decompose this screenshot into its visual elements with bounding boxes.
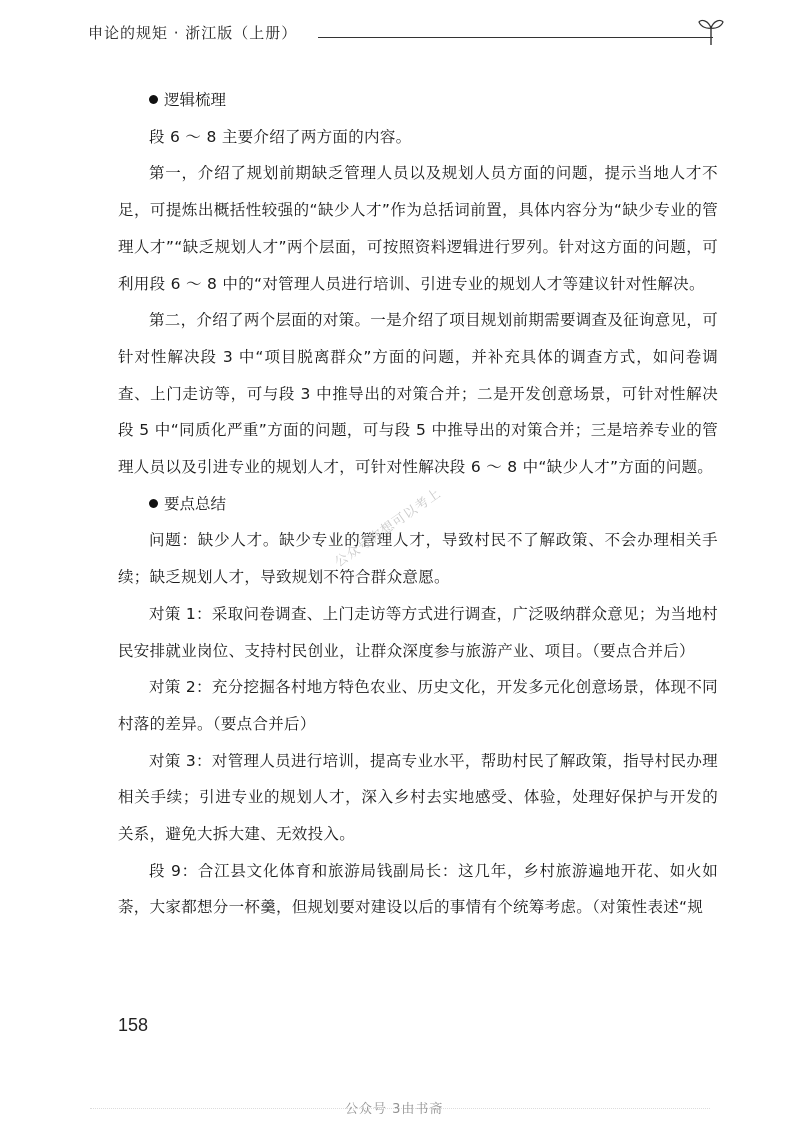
- paragraph: 对策 2：充分挖掘各村地方特色农业、历史文化，开发多元化创意场景，体现不同村落的差异。（要点合并后）: [118, 678, 718, 733]
- paragraph: 对策 3：对管理人员进行培训，提高专业水平，帮助村民了解政策，指导村民办理相关手续；引进专业的规划人才，深入乡村去实地感受、体验，处理好保护与开发的关系，避免大拆大建、无效投入。: [118, 751, 718, 844]
- section-heading-logic: 逻辑梳理: [118, 82, 718, 119]
- bullet-dot-icon: [149, 499, 158, 508]
- running-header: [88, 16, 728, 52]
- paragraph: 段 9：合江县文化体育和旅游局钱副局长：这几年，乡村旅游遍地开花、如火如荼，大家都想分一杯羹，但规划要对建设以后的事情有个统筹考虑。（对策性表述“规: [118, 861, 718, 917]
- paragraph: 问题：缺少人才。缺少专业的管理人才，导致村民不了解政策、不会办理相关手续；缺乏规划人才，导致规划不符合群众意愿。: [118, 531, 718, 587]
- paragraph: 对策 1：采取问卷调查、上门走访等方式进行调查，广泛吸纳群众意见；为当地村民安排就业岗位、支持村民创业，让群众深度参与旅游产业、项目。（要点合并后）: [118, 604, 718, 660]
- section-heading-summary: 要点总结: [118, 486, 718, 523]
- sprout-icon: [698, 16, 724, 46]
- footer-stamp: 公众号 3由书斋: [345, 1102, 444, 1117]
- header-rule: [318, 37, 713, 38]
- paragraph: 段 6 ～ 8 主要介绍了两方面的内容。: [149, 127, 412, 146]
- bullet-dot-icon: [149, 95, 158, 104]
- page-number: 158: [118, 1015, 149, 1035]
- watermark-text: 公众号你想可以考上: [332, 485, 445, 571]
- book-title: 申论的规矩 · 浙江版（上册）: [88, 24, 298, 42]
- paragraph: 第一，介绍了规划前期缺乏管理人员以及规划人员方面的问题，提示当地人才不足，可提炼出概括性较强的“缺少人才”作为总括词前置，具体内容分为“缺少专业的管理人才”“缺乏规划人才”两个层面，可按照资料逻辑进行罗列。针对这方面的问题，可利用段 6 ～ 8 中的“对管理人员进行培训、引进专业的规划人才等建议针对性解决。: [118, 164, 718, 293]
- paragraph: 第二，介绍了两个层面的对策。一是介绍了项目规划前期需要调查及征询意见，可针对性解决段 3 中“项目脱离群众”方面的问题，并补充具体的调查方式，如问卷调查、上门走访等，可与段 3 中推导出的对策合并；二是开发创意场景，可针对性解决段 5 中“同质化严重”方面的问题，可与段 5 中推导出的对策合并；三是培养专业的管理人员以及引进专业的规划人才，可针对性解决段 6 ～ 8 中“缺少人才”方面的问题。: [118, 311, 718, 477]
